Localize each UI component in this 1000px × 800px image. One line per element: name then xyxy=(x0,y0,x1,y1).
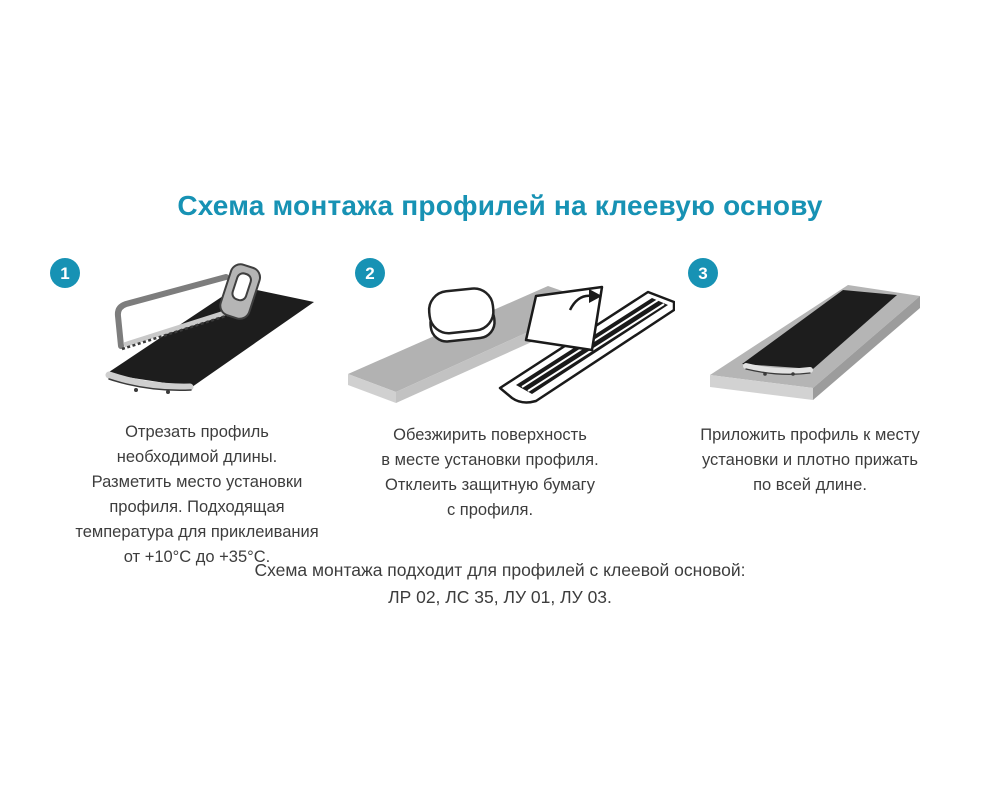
step-description-line: необходимой длины. xyxy=(116,448,278,466)
step-description-line: в месте установки профиля. xyxy=(381,451,599,469)
step-2-description xyxy=(352,423,628,523)
step-description-line: Отклеить защитную бумагу xyxy=(385,476,595,494)
hacksaw-cutting-profile-icon xyxy=(88,260,325,405)
step-description-line: по всей длине. xyxy=(753,476,867,494)
footer-compatible-profiles: ЛР 02, ЛС 35, ЛУ 01, ЛУ 03. xyxy=(388,587,612,607)
step-3-description xyxy=(680,423,940,498)
footer-note xyxy=(0,557,1000,611)
step-description-line: с профиля. xyxy=(446,501,534,519)
step-2-number-badge: 2 xyxy=(355,258,385,288)
step-description-line: Разметить место установки xyxy=(91,473,303,491)
step-description-line: установки и плотно прижать xyxy=(701,451,919,469)
step-1-description xyxy=(72,420,322,570)
step-description-line: профиля. Подходящая xyxy=(109,498,285,516)
step-description-line: от +10°С до +35°С. xyxy=(123,548,271,566)
sponge xyxy=(427,287,496,343)
step-description-line: Отрезать профиль xyxy=(125,423,269,441)
step-description-line: температура для приклеивания xyxy=(75,523,319,541)
step-description-line: Приложить профиль к месту xyxy=(700,426,920,444)
step-2-illustration xyxy=(340,278,675,410)
page-title: Схема монтажа профилей на клеевую основу xyxy=(177,190,823,221)
step-description-line: Обезжирить поверхность xyxy=(393,426,587,444)
footer-note-line: Схема монтажа подходит для профилей с клеевой основой: xyxy=(254,560,746,580)
step-1-number-badge: 1 xyxy=(50,258,80,288)
step-3-illustration xyxy=(695,278,940,410)
step-3-number-badge: 3 xyxy=(688,258,718,288)
profile-pressed-on-surface-icon xyxy=(695,278,940,405)
step-1-illustration xyxy=(88,260,325,410)
sponge-and-peel-paper-icon xyxy=(340,278,675,405)
